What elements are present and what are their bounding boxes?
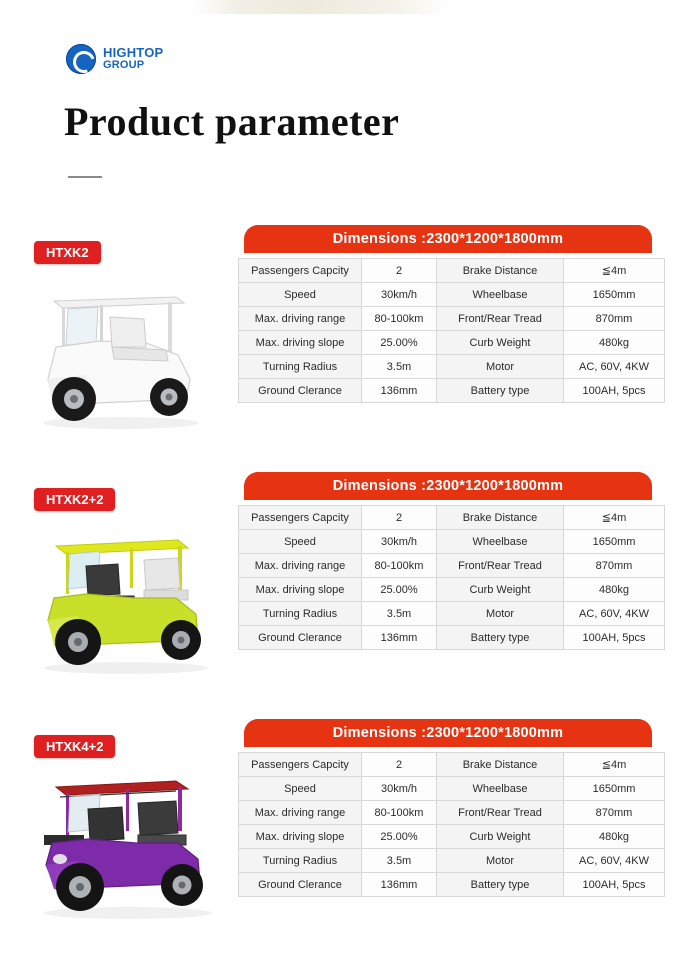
product-image-area <box>18 719 233 949</box>
brand-name-line1: HIGHTOP <box>103 45 164 61</box>
spec-value: 136mm <box>362 626 437 650</box>
spec-value: 136mm <box>362 873 437 897</box>
model-badge: HTXK2 <box>34 241 101 264</box>
spec-label: Speed <box>239 283 362 307</box>
table-row <box>239 506 665 530</box>
spec-value: 25.00% <box>362 331 437 355</box>
spec-value: 480kg <box>564 578 665 602</box>
spec-value: ≦4m <box>564 506 665 530</box>
spec-value: 870mm <box>564 801 665 825</box>
spec-table-area <box>238 472 658 650</box>
spec-label: Speed <box>239 777 362 801</box>
spec-label: Passengers Capcity <box>239 259 362 283</box>
brand-logo-text <box>103 46 163 71</box>
table-row <box>239 602 665 626</box>
spec-table <box>238 505 665 650</box>
spec-value: 1650mm <box>564 777 665 801</box>
spec-value: 30km/h <box>362 283 437 307</box>
title-underline-rule <box>68 176 102 178</box>
spec-value: AC, 60V, 4KW <box>564 355 665 379</box>
spec-value: 480kg <box>564 825 665 849</box>
spec-value: 870mm <box>564 307 665 331</box>
table-row <box>239 849 665 873</box>
spec-value: ≦4m <box>564 753 665 777</box>
spec-value: 25.00% <box>362 578 437 602</box>
brand-name-line2: GROUP <box>103 59 145 72</box>
spec-value: ≦4m <box>564 259 665 283</box>
spec-label: Brake Distance <box>437 259 564 283</box>
table-row <box>239 554 665 578</box>
dimensions-banner: Dimensions :2300*1200*1800mm <box>244 225 652 253</box>
table-row <box>239 801 665 825</box>
spec-label: Motor <box>437 355 564 379</box>
spec-value: 870mm <box>564 554 665 578</box>
spec-value: 100AH, 5pcs <box>564 379 665 403</box>
spec-label: Turning Radius <box>239 602 362 626</box>
spec-label: Max. driving range <box>239 801 362 825</box>
spec-value: 480kg <box>564 331 665 355</box>
spec-label: Max. driving slope <box>239 331 362 355</box>
spec-label: Front/Rear Tread <box>437 554 564 578</box>
spec-label: Battery type <box>437 873 564 897</box>
spec-label: Passengers Capcity <box>239 753 362 777</box>
spec-table-area <box>238 719 658 897</box>
spec-table <box>238 258 665 403</box>
table-row <box>239 259 665 283</box>
spec-label: Max. driving range <box>239 554 362 578</box>
table-row <box>239 825 665 849</box>
spec-value: 2 <box>362 753 437 777</box>
spec-value: 3.5m <box>362 849 437 873</box>
spec-label: Wheelbase <box>437 777 564 801</box>
spec-value: 30km/h <box>362 530 437 554</box>
spec-label: Max. driving slope <box>239 578 362 602</box>
hightop-circle-logo-icon <box>66 44 96 74</box>
spec-value: 80-100km <box>362 554 437 578</box>
spec-label: Battery type <box>437 626 564 650</box>
top-decorative-band <box>0 0 681 14</box>
spec-value: AC, 60V, 4KW <box>564 849 665 873</box>
spec-value: 25.00% <box>362 825 437 849</box>
spec-label: Passengers Capcity <box>239 506 362 530</box>
page-title: Product parameter <box>64 99 400 144</box>
spec-value: 2 <box>362 506 437 530</box>
spec-table <box>238 752 665 897</box>
table-row <box>239 753 665 777</box>
table-row <box>239 777 665 801</box>
spec-label: Max. driving range <box>239 307 362 331</box>
spec-value: 1650mm <box>564 283 665 307</box>
white-golf-cart-2-seater-image <box>26 247 226 447</box>
table-row <box>239 331 665 355</box>
dimensions-banner: Dimensions :2300*1200*1800mm <box>244 719 652 747</box>
table-row <box>239 873 665 897</box>
spec-label: Front/Rear Tread <box>437 801 564 825</box>
spec-label: Front/Rear Tread <box>437 307 564 331</box>
table-row <box>239 626 665 650</box>
spec-value: 136mm <box>362 379 437 403</box>
spec-value: AC, 60V, 4KW <box>564 602 665 626</box>
spec-value: 30km/h <box>362 777 437 801</box>
spec-value: 100AH, 5pcs <box>564 873 665 897</box>
spec-label: Brake Distance <box>437 506 564 530</box>
spec-label: Motor <box>437 602 564 626</box>
table-row <box>239 379 665 403</box>
spec-label: Wheelbase <box>437 530 564 554</box>
product-image-area <box>18 472 233 702</box>
spec-label: Wheelbase <box>437 283 564 307</box>
spec-value: 3.5m <box>362 602 437 626</box>
spec-value: 80-100km <box>362 801 437 825</box>
spec-label: Turning Radius <box>239 849 362 873</box>
spec-label: Ground Clerance <box>239 626 362 650</box>
spec-label: Ground Clerance <box>239 379 362 403</box>
table-row <box>239 578 665 602</box>
spec-label: Battery type <box>437 379 564 403</box>
spec-label: Curb Weight <box>437 825 564 849</box>
spec-value: 1650mm <box>564 530 665 554</box>
dimensions-banner: Dimensions :2300*1200*1800mm <box>244 472 652 500</box>
model-badge: HTXK4+2 <box>34 735 115 758</box>
table-row <box>239 355 665 379</box>
spec-label: Speed <box>239 530 362 554</box>
product-image-area <box>18 225 233 455</box>
spec-value: 100AH, 5pcs <box>564 626 665 650</box>
spec-label: Max. driving slope <box>239 825 362 849</box>
spec-label: Curb Weight <box>437 331 564 355</box>
spec-value: 3.5m <box>362 355 437 379</box>
green-golf-cart-2plus2-seater-image <box>26 494 226 694</box>
spec-value: 2 <box>362 259 437 283</box>
spec-value: 80-100km <box>362 307 437 331</box>
spec-label: Brake Distance <box>437 753 564 777</box>
brand-logo <box>66 44 163 74</box>
table-row <box>239 307 665 331</box>
spec-table-area <box>238 225 658 403</box>
purple-golf-cart-4plus2-seater-image <box>26 741 226 941</box>
table-row <box>239 530 665 554</box>
table-row <box>239 283 665 307</box>
model-badge: HTXK2+2 <box>34 488 115 511</box>
spec-label: Turning Radius <box>239 355 362 379</box>
spec-label: Motor <box>437 849 564 873</box>
spec-label: Ground Clerance <box>239 873 362 897</box>
spec-label: Curb Weight <box>437 578 564 602</box>
